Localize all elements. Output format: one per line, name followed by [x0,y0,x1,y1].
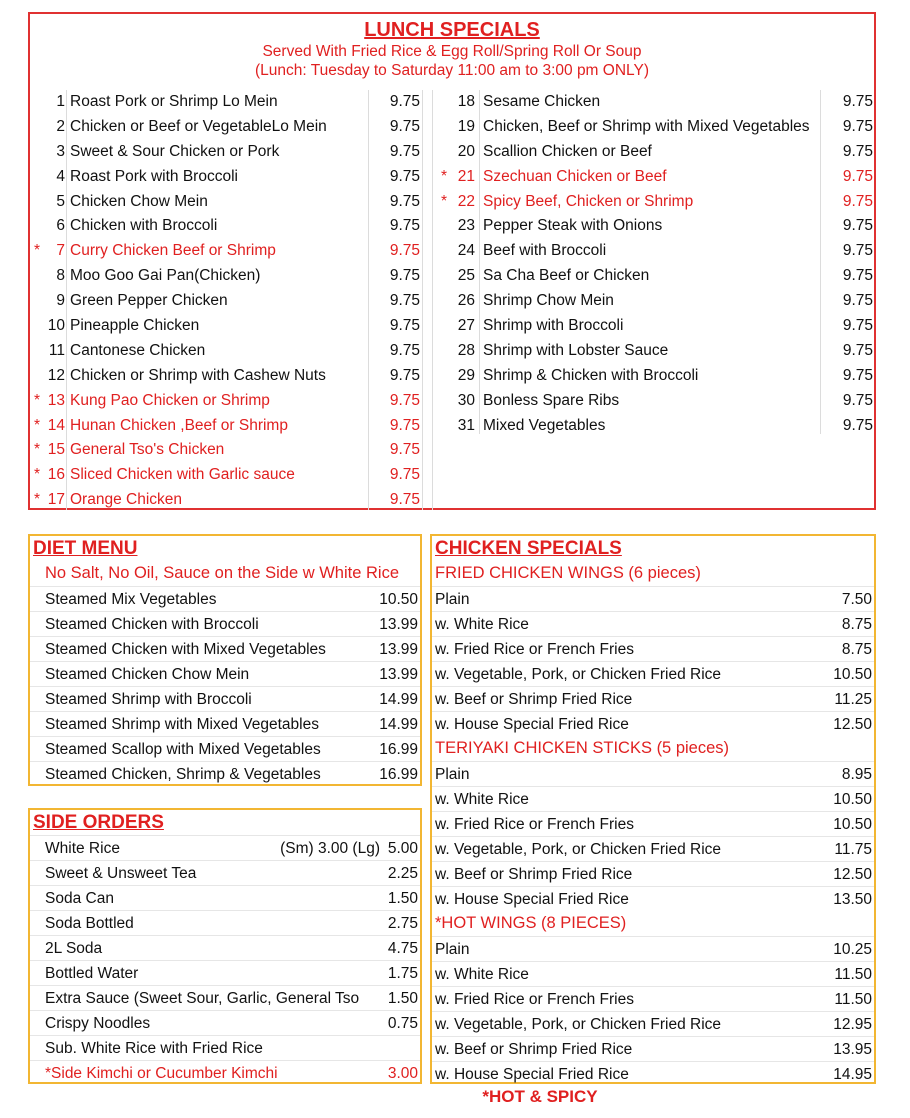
item-number: 5 [56,192,65,210]
chicken-items [432,561,874,1086]
item-name: w. Beef or Shrimp Fried Rice [435,866,633,883]
item-number: 4 [56,167,65,185]
item-number: 21 [457,167,475,185]
lunch-title: LUNCH SPECIALS [364,19,540,41]
item-name: w. House Special Fried Rice [435,1066,629,1083]
item-name: Szechuan Chicken or Beef [483,167,667,185]
item-number: 13 [47,391,65,409]
side-item [30,960,420,985]
chicken-item [432,886,874,911]
item-price: 9.75 [842,341,873,359]
chicken-item [432,786,874,811]
side-item [30,935,420,960]
item-price: 9.75 [842,142,873,160]
item-price: 5.00 [387,840,418,857]
item-name: Sesame Chicken [483,93,601,110]
item-price: 14.95 [833,1066,872,1083]
hot-star: * [441,192,448,210]
chicken-item [432,936,874,961]
item-price: 11.50 [834,966,872,983]
item-price: 9.75 [842,217,873,235]
lunch-item [30,314,430,339]
lunch-item [435,165,875,190]
item-number: 22 [457,192,475,210]
lunch-item [30,115,430,140]
item-name: w. Fried Rice or French Fries [435,816,634,833]
diet-item [30,661,420,686]
item-name: Spicy Beef, Chicken or Shrimp [483,192,694,210]
item-price: 8.75 [841,641,872,658]
item-name: w. Vegetable, Pork, or Chicken Fried Rice [435,666,722,683]
side-item [30,835,420,860]
item-name: Steamed Chicken with Broccoli [45,616,259,633]
item-price: 9.75 [389,93,420,110]
item-name: Roast Pork with Broccoli [70,167,238,185]
lunch-item [30,239,430,264]
item-number: 10 [47,317,65,335]
item-price: 13.99 [379,616,418,633]
item-name: Kung Pao Chicken or Shrimp [70,391,270,409]
chicken-item [432,811,874,836]
item-price: 12.95 [833,1016,872,1033]
item-price: 12.50 [833,866,872,883]
lunch-item [435,190,875,215]
chicken-item [432,611,874,636]
item-name: Shrimp Chow Mein [483,292,614,310]
lunch-item [435,339,875,364]
hot-spicy-note: *HOT & SPICY [482,1087,598,1106]
item-name: Curry Chicken Beef or Shrimp [70,242,276,260]
item-price: 16.99 [379,741,418,758]
item-number: 18 [457,93,475,110]
item-name: Soda Bottled [45,915,134,932]
item-name: Mixed Vegetables [483,416,606,434]
item-price: 9.75 [389,366,420,384]
item-name: Crispy Noodles [45,1015,151,1032]
lunch-specials-section [28,12,876,510]
item-name: Bonless Spare Ribs [483,391,620,409]
hot-star: * [34,466,41,484]
item-name: Scallion Chicken or Beef [483,142,652,160]
chicken-item [432,586,874,611]
item-price: 13.95 [833,1041,872,1058]
item-price: 9.75 [389,441,420,459]
item-name: Chicken or Beef or VegetableLo Mein [70,117,327,135]
chicken-item [432,661,874,686]
item-price: 7.50 [841,591,872,608]
lunch-item [435,90,875,115]
lunch-item [30,438,430,463]
item-price: 13.99 [379,641,418,658]
lunch-item [30,140,430,165]
item-name: Chicken Chow Mein [70,192,208,210]
item-price: 9.75 [389,117,420,135]
lunch-item [30,165,430,190]
item-name: Green Pepper Chicken [70,292,228,310]
item-number: 3 [56,142,65,160]
item-number: 23 [457,217,475,235]
chicken-item [432,711,874,736]
item-name: Soda Can [45,890,114,907]
side-title: SIDE ORDERS [33,812,164,833]
item-number: 19 [457,117,475,135]
lunch-hours: (Lunch: Tuesday to Saturday 11:00 am to 3:00 pm ONLY) [254,62,650,79]
item-price: 9.75 [389,217,420,235]
item-number: 16 [47,466,65,484]
lunch-subtitle: Served With Fried Rice & Egg Roll/Spring Roll Or Soup [262,43,642,60]
side-item [30,1060,420,1085]
item-price: 10.50 [379,591,418,608]
item-price: 1.50 [387,990,418,1007]
side-item [30,885,420,910]
item-price: 9.75 [389,416,420,434]
hot-star: * [441,167,448,185]
item-number: 29 [457,366,475,384]
item-number: 28 [457,341,475,359]
item-price: 11.50 [834,991,872,1008]
item-price: 3.00 [387,1065,418,1082]
diet-item [30,586,420,611]
chicken-item [432,1036,874,1061]
chicken-item [432,861,874,886]
side-items [30,835,420,1085]
item-name: Sweet & Unsweet Tea [45,865,197,882]
side-item [30,985,420,1010]
item-name: General Tso's Chicken [70,441,225,459]
item-price: 9.75 [389,466,420,484]
item-name: Orange Chicken [70,491,183,509]
item-price: 9.75 [389,341,420,359]
diet-note: No Salt, No Oil, Sauce on the Side w White Rice [45,564,399,582]
item-name: Sub. White Rice with Fried Rice [45,1040,263,1057]
item-number: 25 [457,267,475,285]
item-name: Pepper Steak with Onions [483,217,663,235]
item-size: (Sm) 3.00 (Lg) [280,840,380,857]
chicken-item [432,636,874,661]
lunch-left-column [30,90,430,513]
item-price: 9.75 [842,93,873,110]
item-name: White Rice [45,840,120,857]
group-title: FRIED CHICKEN WINGS (6 pieces) [435,564,701,582]
item-price: 16.99 [379,766,418,783]
item-name: w. White Rice [435,791,529,808]
item-price: 9.75 [842,416,873,434]
item-name: Steamed Chicken, Shrimp & Vegetables [45,766,321,783]
item-price: 10.50 [833,666,872,683]
lunch-item [30,90,430,115]
item-number: 30 [457,391,475,409]
chicken-item [432,961,874,986]
item-name: Hunan Chicken ,Beef or Shrimp [70,416,288,434]
item-name: Steamed Shrimp with Broccoli [45,691,252,708]
item-name: Cantonese Chicken [70,341,206,359]
item-number: 7 [56,242,65,260]
item-price: 13.99 [379,666,418,683]
chicken-group-heading [432,911,874,936]
diet-item [30,711,420,736]
lunch-item [30,364,430,389]
item-price: 14.99 [379,716,418,733]
item-name: Sliced Chicken with Garlic sauce [70,466,295,484]
item-price: 9.75 [842,192,873,210]
item-name: Sweet & Sour Chicken or Pork [70,142,280,160]
item-name: Steamed Scallop with Mixed Vegetables [45,741,321,758]
item-name: w. House Special Fried Rice [435,891,629,908]
item-name: Roast Pork or Shrimp Lo Mein [70,93,278,110]
item-price: 2.75 [387,915,418,932]
item-price: 9.75 [842,267,873,285]
item-number: 9 [56,292,65,310]
item-number: 27 [457,317,475,335]
item-name: w. Fried Rice or French Fries [435,991,634,1008]
lunch-item [435,314,875,339]
item-number: 11 [48,341,65,359]
lunch-item [30,214,430,239]
item-price: 9.75 [389,167,420,185]
chicken-title: CHICKEN SPECIALS [435,538,622,559]
item-name: 2L Soda [45,940,103,957]
hot-star: * [34,416,41,434]
chicken-item [432,686,874,711]
chicken-item [432,761,874,786]
diet-title: DIET MENU [33,538,138,559]
group-title: TERIYAKI CHICKEN STICKS (5 pieces) [435,739,730,757]
item-price: 1.75 [387,965,418,982]
item-name: Shrimp & Chicken with Broccoli [483,366,699,384]
item-name: Chicken with Broccoli [70,217,218,235]
item-number: 20 [457,142,475,160]
item-number: 17 [47,491,65,509]
item-name: w. Vegetable, Pork, or Chicken Fried Rice [435,1016,722,1033]
lunch-right-column [435,90,875,438]
item-name: Pineapple Chicken [70,317,200,335]
item-number: 6 [56,217,65,235]
lunch-item [30,488,430,513]
item-price: 4.75 [387,940,418,957]
item-name: Moo Goo Gai Pan(Chicken) [70,267,261,285]
item-price: 9.75 [389,192,420,210]
item-number: 26 [457,292,475,310]
item-name: w. Fried Rice or French Fries [435,641,634,658]
diet-item [30,736,420,761]
item-number: 31 [457,416,475,434]
item-name: Steamed Chicken with Mixed Vegetables [45,641,326,658]
item-name: Plain [435,941,470,958]
lunch-item [435,239,875,264]
item-price: 0.75 [387,1015,418,1032]
group-title: *HOT WINGS (8 PIECES) [435,914,627,932]
item-price: 9.75 [389,292,420,310]
lunch-item [30,389,430,414]
side-item [30,860,420,885]
diet-items [30,586,420,786]
item-name: Extra Sauce (Sweet Sour, Garlic, General Tso [45,990,360,1007]
chicken-item [432,1011,874,1036]
chicken-item [432,986,874,1011]
item-number: 15 [47,441,65,459]
item-price: 10.50 [833,791,872,808]
item-price: 2.25 [387,865,418,882]
item-name: Plain [435,766,470,783]
item-name: w. House Special Fried Rice [435,716,629,733]
lunch-item [30,414,430,439]
lunch-item [435,140,875,165]
item-name: Steamed Shrimp with Mixed Vegetables [45,716,319,733]
diet-item [30,636,420,661]
side-item [30,1010,420,1035]
lunch-item [435,264,875,289]
diet-item [30,611,420,636]
item-name: Plain [435,591,470,608]
item-price: 9.75 [389,391,420,409]
diet-item [30,761,420,786]
hot-star: * [34,441,41,459]
chicken-item [432,1061,874,1086]
item-price: 14.99 [379,691,418,708]
side-orders-section [28,808,422,1084]
item-number: 24 [457,242,475,260]
chicken-group-heading [432,736,874,761]
item-name: Chicken, Beef or Shrimp with Mixed Vegetables [483,117,810,135]
lunch-item [30,339,430,364]
item-price: 9.75 [842,317,873,335]
item-number: 14 [47,416,65,434]
item-price: 8.95 [841,766,872,783]
item-name: w. White Rice [435,616,529,633]
diet-menu-section [28,534,422,786]
item-name: Steamed Chicken Chow Mein [45,666,250,683]
item-price: 9.75 [842,167,873,185]
item-name: w. White Rice [435,966,529,983]
item-price: 10.25 [833,941,872,958]
lunch-item [30,463,430,488]
item-number: 12 [47,366,65,384]
item-price: 10.50 [833,816,872,833]
side-item [30,910,420,935]
item-name: w. Beef or Shrimp Fried Rice [435,1041,633,1058]
lunch-item [435,214,875,239]
item-price: 9.75 [842,292,873,310]
item-name: Shrimp with Broccoli [483,317,624,335]
lunch-item [30,190,430,215]
diet-item [30,686,420,711]
item-name: *Side Kimchi or Cucumber Kimchi [45,1065,278,1082]
item-price: 11.25 [834,691,872,708]
item-name: w. Beef or Shrimp Fried Rice [435,691,633,708]
item-name: Beef with Broccoli [483,242,607,260]
lunch-item [30,289,430,314]
item-price: 12.50 [833,716,872,733]
item-price: 9.75 [389,142,420,160]
lunch-item [30,264,430,289]
hot-star: * [34,491,41,509]
chicken-group-heading [432,561,874,586]
item-price: 9.75 [842,242,873,260]
hot-star: * [34,391,41,409]
item-price: 9.75 [389,491,420,509]
item-number: 8 [56,267,65,285]
lunch-item [435,115,875,140]
item-name: Sa Cha Beef or Chicken [483,267,650,285]
item-price: 11.75 [834,841,872,858]
item-price: 9.75 [842,391,873,409]
item-number: 1 [56,93,65,110]
item-price: 1.50 [387,890,418,907]
lunch-item [435,414,875,439]
item-price: 9.75 [389,267,420,285]
item-price: 9.75 [842,117,873,135]
item-number: 2 [56,117,65,135]
item-name: Bottled Water [45,965,139,982]
side-item [30,1035,420,1060]
item-name: Steamed Mix Vegetables [45,591,217,608]
chicken-specials-section [430,534,876,1084]
lunch-item [435,389,875,414]
item-name: Chicken or Shrimp with Cashew Nuts [70,366,326,384]
hot-star: * [34,242,41,260]
item-price: 8.75 [841,616,872,633]
item-name: w. Vegetable, Pork, or Chicken Fried Rice [435,841,722,858]
item-price: 9.75 [389,242,420,260]
chicken-item [432,836,874,861]
lunch-item [435,289,875,314]
item-price: 13.50 [833,891,872,908]
item-price: 9.75 [842,366,873,384]
lunch-item [435,364,875,389]
item-price: 9.75 [389,317,420,335]
item-name: Shrimp with Lobster Sauce [483,341,669,359]
